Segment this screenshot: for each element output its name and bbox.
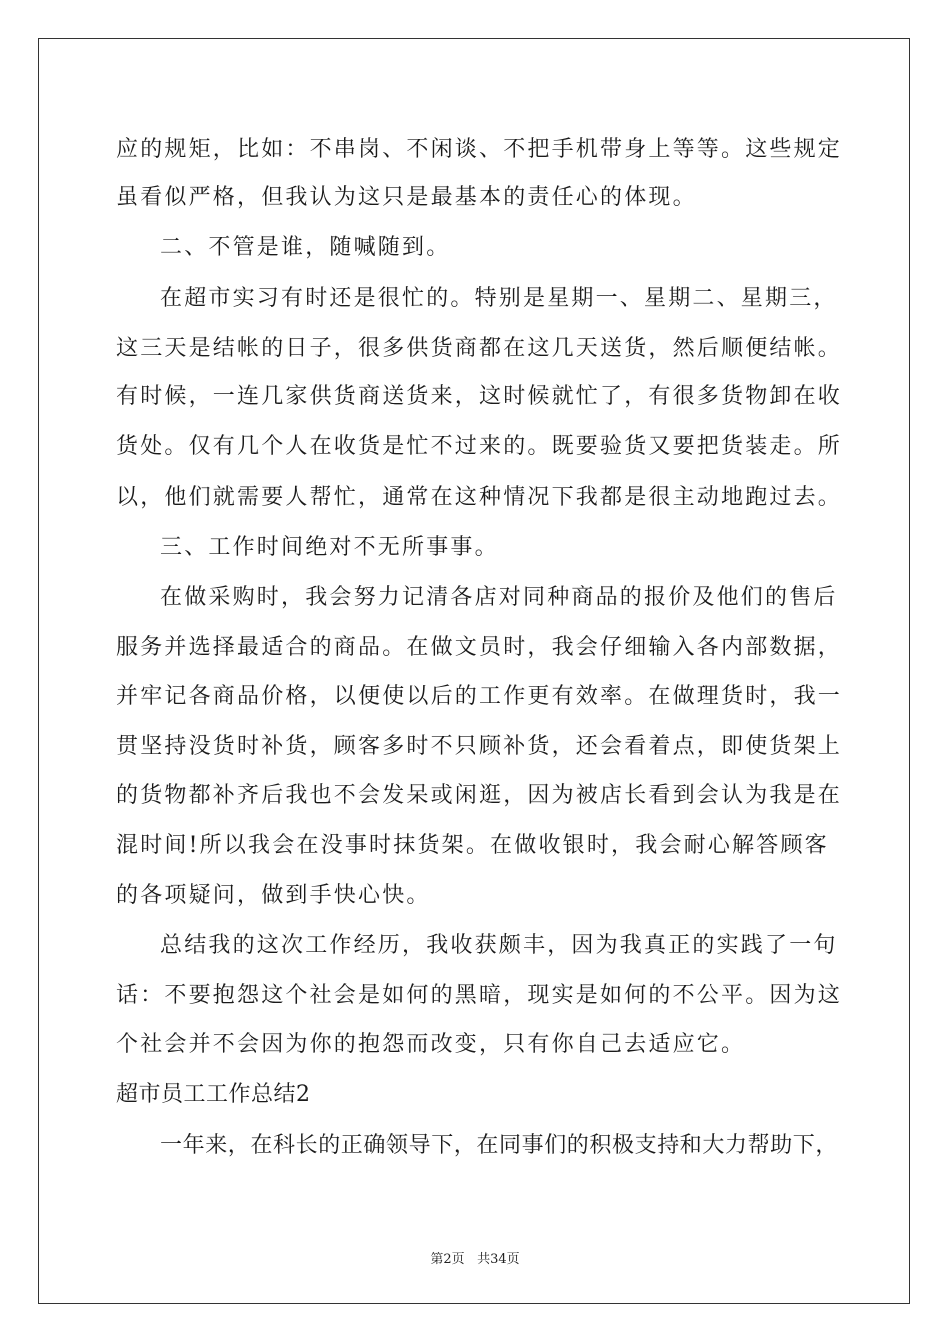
text-line: 在超市实习有时还是很忙的。特别是星期一、星期二、星期三， [160, 286, 838, 311]
section-heading: 三、工作时间绝对不无所事事。 [160, 535, 499, 560]
page-number: 第2页 [430, 1252, 465, 1267]
text-line: 的各项疑问，做到手快心快。 [116, 883, 431, 908]
text-line: 虽看似严格，但我认为这只是最基本的责任心的体现。 [116, 185, 697, 210]
text-line: 这三天是结帐的日子，很多供货商都在这几天送货，然后顺便结帐。 [116, 336, 843, 361]
text-line: 服务并选择最适合的商品。在做文员时，我会仔细输入各内部数据， [116, 635, 843, 660]
text-line: 应的规矩，比如：不串岗、不闲谈、不把手机带身上等等。这些规定 [116, 137, 843, 162]
text-line: 个社会并不会因为你的抱怨而改变，只有你自己去适应它。 [116, 1032, 746, 1057]
text-line: 并牢记各商品价格，以便使以后的工作更有效率。在做理货时，我一 [116, 684, 843, 709]
page-footer [0, 1248, 950, 1267]
page-total: 共34页 [477, 1252, 520, 1267]
text-line: 以，他们就需要人帮忙，通常在这种情况下我都是很主动地跑过去。 [116, 485, 843, 510]
text-line: 混时间!所以我会在没事时抹货架。在做收银时，我会耐心解答顾客 [116, 833, 829, 858]
text-line: 的货物都补齐后我也不会发呆或闲逛，因为被店长看到会认为我是在 [116, 783, 843, 808]
text-line: 货处。仅有几个人在收货是忙不过来的。既要验货又要把货装走。所 [116, 434, 843, 459]
text-line: 贯坚持没货时补货，顾客多时不只顾补货，还会看着点，即使货架上 [116, 734, 843, 759]
text-line: 一年来，在科长的正确领导下，在同事们的积极支持和大力帮助下， [160, 1133, 839, 1158]
section-heading: 二、不管是谁，随喊随到。 [160, 235, 451, 260]
text-line: 有时候，一连几家供货商送货来，这时候就忙了，有很多货物卸在收 [116, 384, 843, 409]
page-border [38, 38, 910, 1304]
text-line: 总结我的这次工作经历，我收获颇丰，因为我真正的实践了一句 [160, 933, 838, 958]
text-line: 在做采购时，我会努力记清各店对同种商品的报价及他们的售后 [160, 585, 838, 610]
text-line: 话：不要抱怨这个社会是如何的黑暗，现实是如何的不公平。因为这 [116, 983, 843, 1008]
document-title: 超市员工工作总结2 [116, 1082, 311, 1107]
